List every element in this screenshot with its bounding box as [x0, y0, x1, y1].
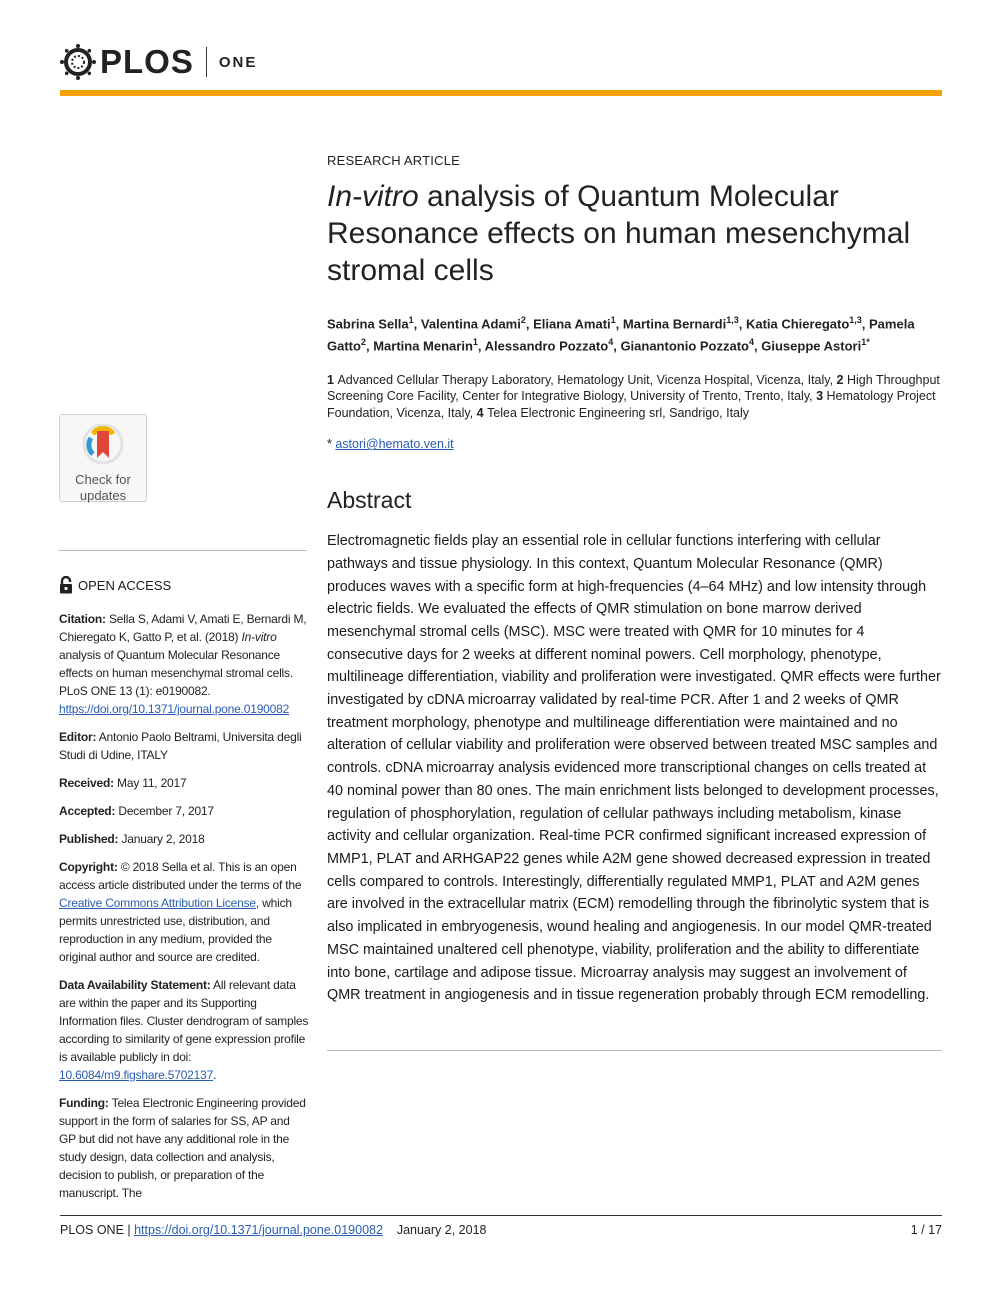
copyright-label: Copyright:	[59, 860, 118, 874]
data-availability	[59, 976, 309, 1084]
license-link[interactable]: Creative Commons Attribution License	[59, 896, 256, 910]
open-access-text: OPEN ACCESS	[78, 577, 172, 593]
citation-text-2: analysis of Quantum Molecular Resonance effects on human mesenchymal stromal cells. PLoS ONE 13 (1): e0190082.	[59, 648, 293, 698]
journal-logo	[60, 42, 257, 82]
abstract-text: Electromagnetic fields play an essential role in cellular functions interfering with cellular pathways and tissue physiology. In this context, Quantum Molecular Resonance (QMR) produces waves with a specific form at high-frequencies (4–64 MHz) and low intensity through electric fields. We evaluated the effects of QMR stimulation on bone marrow derived mesenchymal stromal cells (MSC). MSC were treated with QMR for 10 minutes for 4 consecutive days for 2 weeks at different nominal powers. Cell morphology, phenotype, multilineage differentiation, viability and proliferation were investigated. QMR effects were further investigated by cDNA microarray validated by real-time PCR. After 1 and 2 weeks of QMR treatment morphology, phenotype and multilineage differentiation were maintained and no alteration of cellular viability and proliferation were observed between treated MSC samples and controls. cDNA microarray analysis evidenced more transcriptional changes on cells treated at 40 nominal power than 80 ones. The main enrichment lists belonged to development processes, regulation of phosphorylation, regulation of cellular pathways including metabolism, kinase activity and cellular organization. Real-time PCR confirmed significant increased expression of MMP1, PLAT and ARHGAP22 genes while A2M gene showed decreased expression in treated cells compared to controls. Interestingly, differentially regulated MMP1, PLAT and A2M genes are involved in the extracellular matrix (ECM) remodelling through the fibrinolytic system that is also implicated in embryogenesis, wound healing and angiogenesis. In our model QMR-treated MSC maintained unaltered cell phenotype, viability, proliferation and the ability to differentiate into bone, cartilage and adipose tissue. Microarray analysis may suggest an involvement of QMR treatment in angiogenesis and in tissue regeneration probably through ECM remodelling.	[327, 533, 941, 1004]
funding-text: Telea Electronic Engineering provided support in the form of salaries for SS, AP and GP but did not have any additional role in the study design, data collection and analysis, decision to publish, or preparation of the manuscript. The	[59, 1096, 306, 1200]
badge-line-1: Check for	[75, 472, 131, 487]
author-name: Eliana Amati	[533, 316, 611, 332]
author-affiliation-mark: 1*	[861, 337, 870, 348]
citation-text: Sella S, Adami V, Amati E, Bernardi M, Chieregato K, Gatto P, et al. (2018)	[59, 612, 307, 644]
abstract-heading: Abstract	[327, 487, 412, 514]
journal-subname: ONE	[218, 53, 258, 71]
author-name: Sabrina Sella	[327, 316, 409, 332]
journal-name: PLOS	[100, 43, 194, 80]
corresponding-email-link[interactable]: astori@hemato.ven.it	[335, 437, 454, 452]
footer-date: January 2, 2018	[396, 1223, 487, 1237]
open-access-label	[59, 576, 171, 594]
accepted-date: December 7, 2017	[118, 804, 214, 818]
footer-divider	[60, 1215, 942, 1216]
header-bar	[60, 90, 942, 96]
citation-italic: In-vitro	[241, 630, 277, 644]
author-affiliation-mark: 2	[360, 337, 366, 348]
plos-logo-icon	[60, 44, 96, 80]
affiliation-number: 3	[816, 389, 827, 404]
author-name: Martina Menarin	[373, 338, 473, 354]
affiliation-number: 1	[327, 372, 338, 387]
funding	[59, 1094, 309, 1202]
figshare-link[interactable]: 10.6084/m9.figshare.5702137	[59, 1068, 214, 1082]
author-affiliation-mark: 1	[472, 337, 478, 348]
published-label: Published:	[59, 832, 119, 846]
received-date: May 11, 2017	[117, 776, 187, 790]
author-affiliation-mark: 4	[749, 337, 755, 348]
copyright-text: © 2018 Sella et al. This is an open access article distributed under the terms of the	[59, 860, 302, 892]
author-name: Pamela Gatto	[327, 316, 915, 354]
author-name: Giuseppe Astori	[761, 338, 862, 354]
article-main	[327, 150, 942, 1007]
citation-label: Citation:	[59, 612, 106, 626]
author-affiliation-mark: 1,3	[726, 315, 739, 325]
copyright	[59, 858, 309, 966]
published-date: January 2, 2018	[121, 832, 205, 846]
data-availability-label: Data Availability Statement:	[59, 978, 211, 992]
affiliation-text: Advanced Cellular Therapy Laboratory, Hematology Unit, Vicenza Hospital, Vicenza, Italy,	[337, 372, 837, 387]
author-affiliation-mark: 2	[520, 315, 526, 325]
author-name: Gianantonio Pozzato	[620, 338, 749, 354]
affiliation-text: Telea Electronic Engineering srl, Sandrigo, Italy	[487, 405, 750, 420]
title-rest: analysis of Quantum Molecular Resonance effects on human mesenchymal stromal cells	[327, 180, 911, 287]
author-name: Martina Bernardi	[622, 316, 727, 332]
badge-line-2: updates	[79, 488, 127, 503]
author-affiliation-mark: 1,3	[849, 315, 862, 325]
abstract-divider	[327, 1050, 942, 1051]
footer-journal: PLOS ONE |	[60, 1223, 135, 1237]
published	[59, 830, 309, 848]
footer-doi-link[interactable]: https://doi.org/10.1371/journal.pone.0190082	[134, 1223, 383, 1237]
editor	[59, 728, 309, 764]
check-for-updates-button[interactable]	[59, 414, 147, 502]
author-affiliation-mark: 1	[408, 315, 414, 325]
data-availability-end: .	[213, 1068, 217, 1082]
affiliation-number: 4	[476, 405, 488, 420]
author-name: Valentina Adami	[420, 316, 521, 332]
funding-label: Funding:	[59, 1096, 109, 1110]
citation-doi-link[interactable]: https://doi.org/10.1371/journal.pone.0190082	[59, 702, 290, 716]
title-italic: In-vitro	[327, 180, 419, 213]
sidebar-divider	[59, 550, 307, 551]
author-name: Katia Chieregato	[745, 316, 850, 332]
author-name: Alessandro Pozzato	[484, 338, 609, 354]
copyright-text-2: , which permits unrestricted use, distribution, and reproduction in any medium, provided the original author and source are credited.	[59, 896, 292, 964]
accepted-label: Accepted:	[59, 804, 116, 818]
author-list: Sabrina Sella$^1$, Valentina Adami$^2$, Eliana Amati$^1$, Martina Bernardi$^{1,3}$, Katia Chieregato$^{1,3}$, Pamela Gatto$^2$, Martina Menarin$^1$, Alessandro Pozzato$^4$, Gianantonio Pozzato$^4$, Giuseppe Astori$^{1*}$	[327, 315, 915, 354]
affiliations	[327, 372, 942, 422]
article-metadata	[59, 610, 309, 1212]
page-footer	[60, 1223, 942, 1237]
author-affiliation-mark: 4	[608, 337, 614, 348]
article-title	[327, 178, 942, 289]
article-type: RESEARCH ARTICLE	[327, 153, 460, 168]
affiliation-text: Hematology Project Foundation, Vicenza, Italy,	[327, 389, 936, 420]
received-label: Received:	[59, 776, 114, 790]
accepted	[59, 802, 309, 820]
corresponding-author: * astori@hemato.ven.it	[327, 437, 454, 452]
affiliation-number: 2	[836, 372, 847, 387]
bookmark-icon	[82, 422, 124, 466]
affiliation-text: High Throughput Screening Core Facility, Center for Integrative Biology, University of Trento, Trento, Italy,	[327, 372, 940, 404]
data-availability-text: All relevant data are within the paper and its Supporting Information files. Cluster dendrogram of samples according to similarity of gene expression profile is available publicly in doi:	[59, 978, 309, 1064]
editor-label: Editor:	[59, 730, 97, 744]
logo-divider	[206, 47, 207, 77]
author-affiliation-mark: 1	[610, 315, 616, 325]
open-lock-icon	[59, 576, 73, 594]
editor-text: Antonio Paolo Beltrami, Universita degli Studi di Udine, ITALY	[59, 730, 302, 762]
received	[59, 774, 309, 792]
page-number: 1 / 17	[910, 1223, 942, 1237]
citation	[59, 610, 309, 718]
